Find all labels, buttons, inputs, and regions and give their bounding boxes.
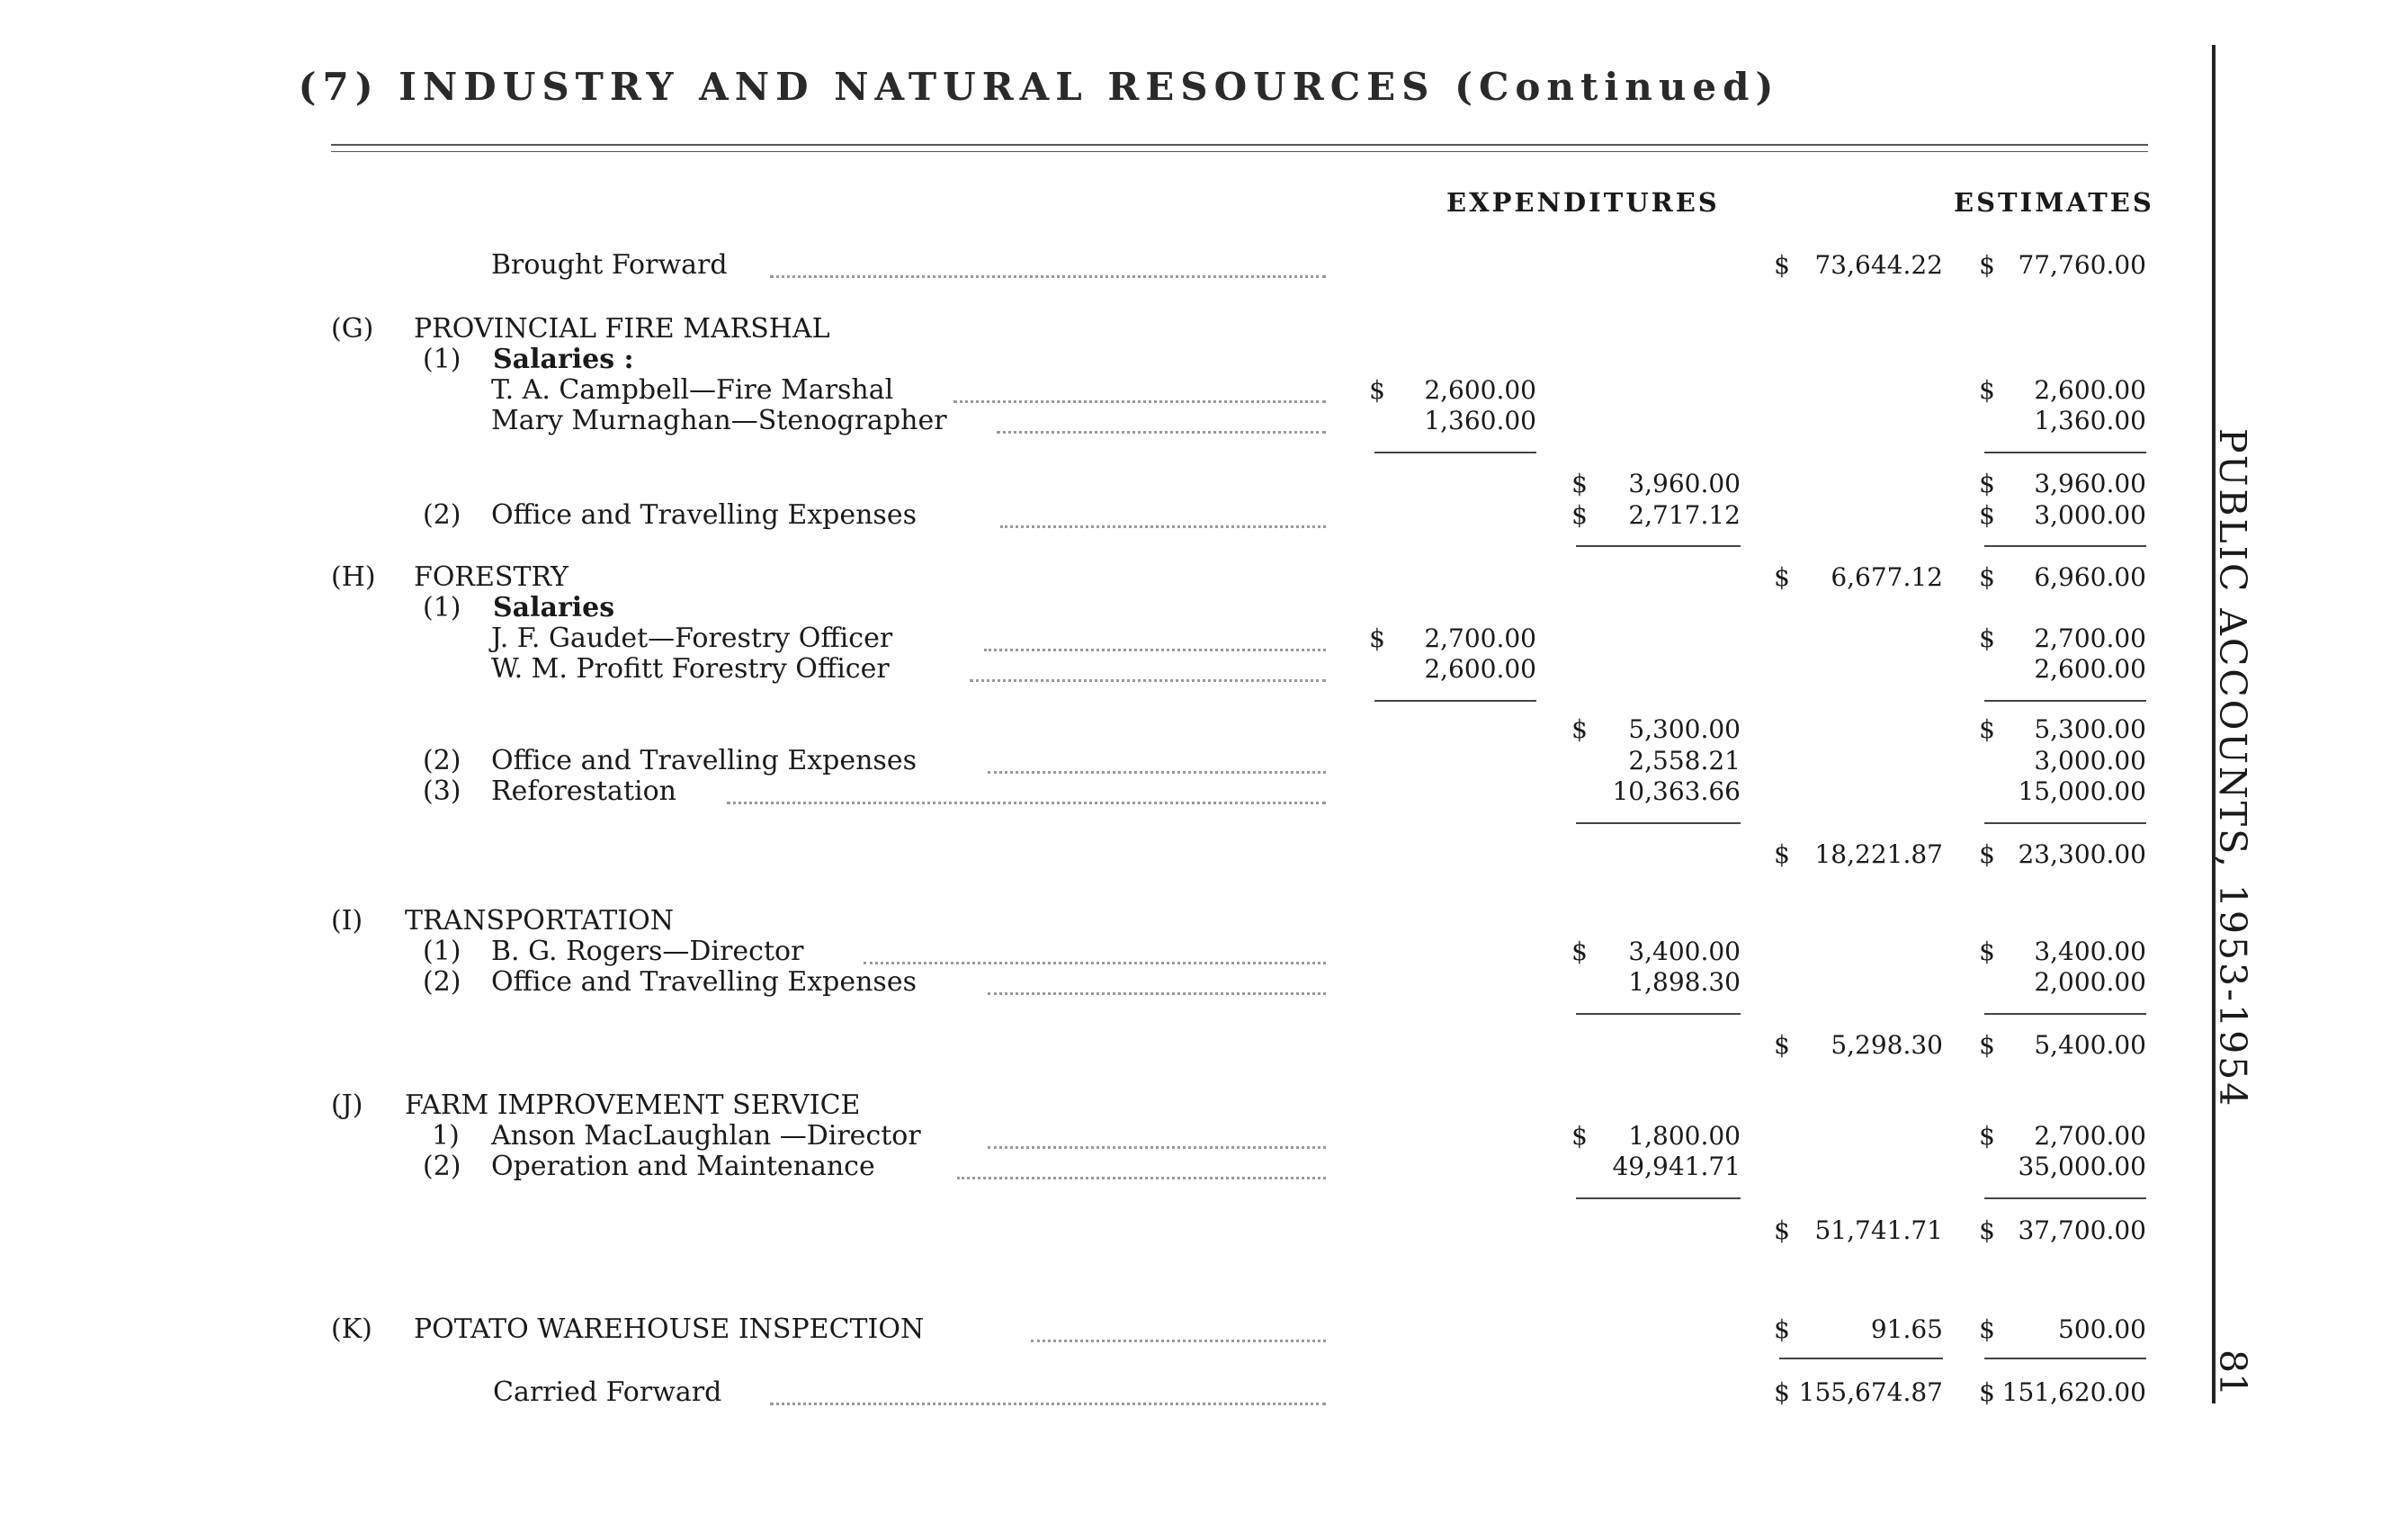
- section-title-potato-warehouse: POTATO WAREHOUSE INSPECTION: [414, 1313, 925, 1345]
- section-total-expenditure: 18,221.87: [1814, 839, 1943, 869]
- brought-forward-estimate: 77,760.00: [2018, 250, 2146, 280]
- item-code: 1): [432, 1120, 460, 1152]
- line-item-label: T. A. Campbell—Fire Marshal: [491, 374, 894, 406]
- dollar-sign: $: [1979, 623, 1995, 653]
- header-expenditures: EXPENDITURES: [1446, 187, 1720, 218]
- total-rule: [1576, 822, 1741, 824]
- title-rule-top: [331, 144, 2148, 146]
- line-item-label: J. F. Gaudet—Forestry Officer: [491, 623, 893, 654]
- dollar-sign: $: [1571, 500, 1588, 530]
- dollar-sign: $: [1571, 714, 1588, 744]
- page-title: (7) INDUSTRY AND NATURAL RESOURCES (Continued): [298, 65, 1780, 109]
- estimate-amount: 15,000.00: [2018, 776, 2146, 806]
- item-code: (2): [423, 1151, 461, 1182]
- dollar-sign: $: [1979, 937, 1995, 966]
- dollar-sign: $: [1774, 250, 1790, 280]
- salaries-heading: Salaries: [493, 592, 615, 623]
- section-code: (J): [331, 1089, 363, 1121]
- line-item-label: Operation and Maintenance: [491, 1151, 875, 1182]
- dollar-sign: $: [1774, 1377, 1790, 1407]
- estimate-amount: 3,960.00: [2034, 469, 2146, 498]
- expenditure-amount: 10,363.66: [1612, 776, 1741, 806]
- detail-amount: 1,360.00: [1424, 406, 1536, 435]
- leader-dots: [770, 275, 1326, 278]
- section-total-estimate: 37,700.00: [2018, 1215, 2146, 1245]
- leader-dots: [727, 802, 1326, 804]
- dollar-sign: $: [1979, 839, 1995, 869]
- total-rule: [1779, 1358, 1943, 1359]
- section-code: (I): [331, 905, 363, 937]
- total-rule: [1984, 1197, 2146, 1199]
- estimate-amount: 3,000.00: [2034, 500, 2146, 530]
- carried-forward-estimate: 151,620.00: [2001, 1377, 2146, 1407]
- leader-dots: [970, 679, 1326, 682]
- title-rule-bottom: [331, 151, 2148, 152]
- dollar-sign: $: [1571, 1121, 1588, 1151]
- line-item-label: W. M. Profitt Forestry Officer: [491, 653, 890, 685]
- subtotal-rule: [1374, 452, 1536, 453]
- estimate-amount: 2,000.00: [2034, 967, 2146, 997]
- leader-dots: [984, 649, 1326, 651]
- running-title: PUBLIC ACCOUNTS, 1953-1954: [2211, 428, 2254, 1109]
- leader-dots: [770, 1403, 1326, 1405]
- leader-dots: [864, 962, 1326, 964]
- line-item-label: Office and Travelling Expenses: [491, 499, 917, 531]
- section-title-forestry: FORESTRY: [414, 561, 568, 593]
- section-title-fire-marshal: PROVINCIAL FIRE MARSHAL: [414, 313, 830, 345]
- carried-forward-expenditure: 155,674.87: [1798, 1377, 1943, 1407]
- total-rule: [1984, 1358, 2146, 1359]
- line-item-label: Office and Travelling Expenses: [491, 966, 917, 998]
- dollar-sign: $: [1369, 375, 1385, 405]
- leader-dots: [1031, 1340, 1326, 1342]
- estimate-amount: 3,000.00: [2034, 746, 2146, 775]
- dollar-sign: $: [1774, 1215, 1790, 1245]
- total-rule: [1984, 545, 2146, 547]
- estimate-amount: 2,600.00: [2034, 654, 2146, 684]
- leader-dots: [988, 771, 1326, 774]
- dollar-sign: $: [1774, 839, 1790, 869]
- item-code: (2): [423, 745, 461, 776]
- estimate-amount: 2,700.00: [2034, 623, 2146, 653]
- expenditure-amount: 49,941.71: [1612, 1152, 1741, 1181]
- dollar-sign: $: [1979, 469, 1995, 498]
- carried-forward-label: Carried Forward: [493, 1376, 722, 1408]
- section-code: (H): [331, 561, 376, 593]
- line-item-label: Office and Travelling Expenses: [491, 745, 917, 776]
- dollar-sign: $: [1979, 1314, 1995, 1344]
- dollar-sign: $: [1571, 469, 1588, 498]
- expenditure-amount: 2,558.21: [1628, 746, 1741, 775]
- subtotal-rule: [1984, 452, 2146, 453]
- leader-dots: [988, 992, 1326, 995]
- total-rule: [1576, 1197, 1741, 1199]
- expenditure-amount: 3,400.00: [1628, 937, 1741, 966]
- dollar-sign: $: [1979, 375, 1995, 405]
- dollar-sign: $: [1979, 1377, 1995, 1407]
- brought-forward-expenditure: 73,644.22: [1814, 250, 1943, 280]
- dollar-sign: $: [1979, 500, 1995, 530]
- subtotal-rule: [1984, 700, 2146, 702]
- section-total-estimate: 5,400.00: [2034, 1030, 2146, 1060]
- line-item-label: B. G. Rogers—Director: [491, 936, 804, 967]
- page-number: 81: [2211, 1349, 2254, 1397]
- dollar-sign: $: [1979, 1030, 1995, 1060]
- leader-dots: [1000, 525, 1326, 528]
- section-code: (G): [331, 313, 374, 345]
- dollar-sign: $: [1979, 562, 1995, 592]
- dollar-sign: $: [1369, 623, 1385, 653]
- dollar-sign: $: [1774, 562, 1790, 592]
- item-code: (1): [423, 936, 461, 967]
- line-item-label: Mary Murnaghan—Stenographer: [491, 405, 947, 436]
- estimate-amount: 1,360.00: [2034, 406, 2146, 435]
- detail-amount: 2,600.00: [1424, 654, 1536, 684]
- total-rule: [1576, 545, 1741, 547]
- expenditure-amount: 1,898.30: [1628, 967, 1741, 997]
- item-code: (2): [423, 966, 461, 998]
- section-total-estimate: 500.00: [2058, 1314, 2146, 1344]
- item-code: (1): [423, 592, 461, 623]
- section-title-farm-improvement: FARM IMPROVEMENT SERVICE: [405, 1089, 861, 1121]
- section-total-expenditure: 5,298.30: [1831, 1030, 1943, 1060]
- item-code: (2): [423, 499, 461, 531]
- subtotal-amount: 3,960.00: [1628, 469, 1741, 498]
- subtotal-rule: [1374, 700, 1536, 702]
- expenditure-amount: 1,800.00: [1628, 1121, 1741, 1151]
- dollar-sign: $: [1979, 250, 1995, 280]
- section-total-expenditure: 6,677.12: [1831, 562, 1943, 592]
- section-code: (K): [331, 1313, 372, 1345]
- header-estimates: ESTIMATES: [1954, 187, 2154, 218]
- leader-dots: [953, 400, 1326, 403]
- leader-dots: [997, 431, 1326, 434]
- brought-forward-label: Brought Forward: [491, 249, 728, 281]
- dollar-sign: $: [1979, 1215, 1995, 1245]
- item-code: (3): [423, 775, 461, 807]
- estimate-amount: 2,700.00: [2034, 1121, 2146, 1151]
- item-code: (1): [423, 344, 461, 375]
- line-item-label: Anson MacLaughlan —Director: [491, 1120, 921, 1152]
- dollar-sign: $: [1979, 714, 1995, 744]
- detail-amount: 2,700.00: [1424, 623, 1536, 653]
- estimate-amount: 5,300.00: [2034, 714, 2146, 744]
- estimate-amount: 3,400.00: [2034, 937, 2146, 966]
- dollar-sign: $: [1774, 1030, 1790, 1060]
- dollar-sign: $: [1774, 1314, 1790, 1344]
- estimate-amount: 35,000.00: [2018, 1152, 2146, 1181]
- line-item-label: Reforestation: [491, 775, 676, 807]
- section-title-transportation: TRANSPORTATION: [405, 905, 675, 937]
- leader-dots: [988, 1146, 1326, 1149]
- total-rule: [1984, 822, 2146, 824]
- section-total-estimate: 6,960.00: [2034, 562, 2146, 592]
- estimate-amount: 2,600.00: [2034, 375, 2146, 405]
- dollar-sign: $: [1979, 1121, 1995, 1151]
- section-total-estimate: 23,300.00: [2018, 839, 2146, 869]
- subtotal-amount: 5,300.00: [1628, 714, 1741, 744]
- salaries-heading: Salaries :: [493, 344, 634, 375]
- dollar-sign: $: [1571, 937, 1588, 966]
- section-total-expenditure: 51,741.71: [1814, 1215, 1943, 1245]
- expenditure-amount: 2,717.12: [1628, 500, 1741, 530]
- detail-amount: 2,600.00: [1424, 375, 1536, 405]
- leader-dots: [957, 1177, 1326, 1179]
- section-total-expenditure: 91.65: [1870, 1314, 1943, 1344]
- total-rule: [1576, 1013, 1741, 1015]
- total-rule: [1984, 1013, 2146, 1015]
